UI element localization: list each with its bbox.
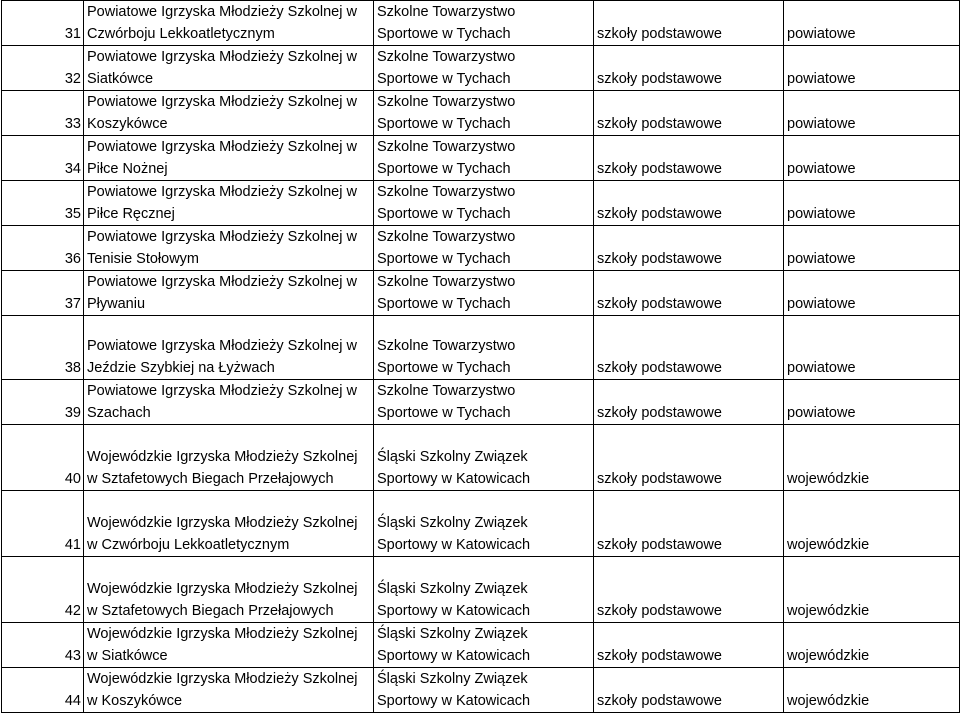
competitions-table <box>1 0 960 713</box>
scope-cell <box>784 91 960 136</box>
competition-name-line2: Siatkówce <box>87 71 154 87</box>
organizer-cell <box>374 136 594 181</box>
row-number: 34 <box>64 161 81 177</box>
scope-cell <box>784 380 960 425</box>
row-number-cell <box>2 46 84 91</box>
competition-name-line2: Pływaniu <box>87 296 146 312</box>
row-number: 35 <box>64 206 81 222</box>
row-number-cell <box>2 623 84 668</box>
competition-scope: powiatowe <box>787 360 856 376</box>
organizer-line1: Śląski Szkolny Związek <box>377 581 528 597</box>
competition-name-line1: Powiatowe Igrzyska Młodzieży Szkolnej w <box>87 274 357 290</box>
competition-name-line2: Piłce Nożnej <box>87 161 168 177</box>
competition-name-cell <box>84 380 374 425</box>
competition-name-cell <box>84 1 374 46</box>
organizer-cell <box>374 226 594 271</box>
organizer-line2: Sportowe w Tychach <box>377 405 511 421</box>
scope-cell <box>784 226 960 271</box>
competition-scope: wojewódzkie <box>787 648 870 664</box>
organizer-line1: Śląski Szkolny Związek <box>377 626 528 642</box>
competition-name-line1: Powiatowe Igrzyska Młodzieży Szkolnej w <box>87 338 357 354</box>
competition-scope: powiatowe <box>787 161 856 177</box>
row-number-cell <box>2 136 84 181</box>
competition-name-cell <box>84 623 374 668</box>
competition-name-cell <box>84 46 374 91</box>
competition-name-line1: Wojewódzkie Igrzyska Młodzieży Szkolnej <box>87 581 358 597</box>
row-number: 39 <box>64 405 81 421</box>
scope-cell <box>784 557 960 623</box>
table-row <box>2 316 960 380</box>
competition-name-line1: Powiatowe Igrzyska Młodzieży Szkolnej w <box>87 139 357 155</box>
organizer-line1: Szkolne Towarzystwo <box>377 139 516 155</box>
organizer-line1: Szkolne Towarzystwo <box>377 49 516 65</box>
competition-name-line2: w Siatkówce <box>87 648 168 664</box>
organizer-line2: Sportowy w Katowicach <box>377 648 531 664</box>
competition-scope: powiatowe <box>787 71 856 87</box>
organizer-line1: Szkolne Towarzystwo <box>377 383 516 399</box>
scope-cell <box>784 271 960 316</box>
competition-name-line1: Powiatowe Igrzyska Młodzieży Szkolnej w <box>87 229 357 245</box>
table-row <box>2 271 960 316</box>
row-number-cell <box>2 425 84 491</box>
organizer-line1: Szkolne Towarzystwo <box>377 94 516 110</box>
row-number-cell <box>2 271 84 316</box>
row-number-cell <box>2 491 84 557</box>
competition-name-cell <box>84 91 374 136</box>
competition-scope: powiatowe <box>787 116 856 132</box>
organizer-line2: Sportowy w Katowicach <box>377 693 531 709</box>
organizer-cell <box>374 46 594 91</box>
row-number-cell <box>2 316 84 380</box>
school-level: szkoły podstawowe <box>597 296 722 312</box>
table-row <box>2 181 960 226</box>
competition-name-line2: Koszykówce <box>87 116 168 132</box>
organizer-line2: Sportowe w Tychach <box>377 206 511 222</box>
competition-name-line2: w Koszykówce <box>87 693 183 709</box>
competition-name-cell <box>84 668 374 713</box>
competition-name-line2: Piłce Ręcznej <box>87 206 175 222</box>
competition-name-line2: Szachach <box>87 405 151 421</box>
competition-scope: wojewódzkie <box>787 603 870 619</box>
row-number-cell <box>2 380 84 425</box>
row-number: 40 <box>64 471 81 487</box>
school-level-cell <box>594 271 784 316</box>
competition-name-cell <box>84 271 374 316</box>
school-level: szkoły podstawowe <box>597 26 722 42</box>
school-level: szkoły podstawowe <box>597 206 722 222</box>
organizer-line1: Szkolne Towarzystwo <box>377 184 516 200</box>
competition-name-line1: Powiatowe Igrzyska Młodzieży Szkolnej w <box>87 49 357 65</box>
organizer-line1: Szkolne Towarzystwo <box>377 4 516 20</box>
competition-name-cell <box>84 136 374 181</box>
table-row <box>2 623 960 668</box>
school-level-cell <box>594 46 784 91</box>
organizer-cell <box>374 91 594 136</box>
school-level-cell <box>594 623 784 668</box>
organizer-line2: Sportowe w Tychach <box>377 161 511 177</box>
competition-name-line2: Jeździe Szybkiej na Łyżwach <box>87 360 275 376</box>
school-level-cell <box>594 136 784 181</box>
table-body <box>2 1 960 713</box>
scope-cell <box>784 623 960 668</box>
competition-scope: powiatowe <box>787 26 856 42</box>
competition-name-line1: Powiatowe Igrzyska Młodzieży Szkolnej w <box>87 383 357 399</box>
row-number-cell <box>2 557 84 623</box>
school-level-cell <box>594 380 784 425</box>
competition-name-line2: w Sztafetowych Biegach Przełajowych <box>87 471 334 487</box>
table-row <box>2 91 960 136</box>
organizer-cell <box>374 1 594 46</box>
school-level-cell <box>594 491 784 557</box>
organizer-cell <box>374 425 594 491</box>
competition-name-line1: Wojewódzkie Igrzyska Młodzieży Szkolnej <box>87 671 358 687</box>
table-row <box>2 46 960 91</box>
competition-name-cell <box>84 557 374 623</box>
competition-scope: powiatowe <box>787 405 856 421</box>
table-row <box>2 226 960 271</box>
row-number: 38 <box>64 360 81 376</box>
organizer-line2: Sportowe w Tychach <box>377 116 511 132</box>
competition-name-line1: Wojewódzkie Igrzyska Młodzieży Szkolnej <box>87 626 358 642</box>
school-level: szkoły podstawowe <box>597 693 722 709</box>
organizer-cell <box>374 557 594 623</box>
table-row <box>2 557 960 623</box>
competition-name-line1: Powiatowe Igrzyska Młodzieży Szkolnej w <box>87 94 357 110</box>
organizer-line1: Śląski Szkolny Związek <box>377 449 528 465</box>
school-level: szkoły podstawowe <box>597 71 722 87</box>
scope-cell <box>784 668 960 713</box>
competition-scope: wojewódzkie <box>787 537 870 553</box>
competition-name-line1: Wojewódzkie Igrzyska Młodzieży Szkolnej <box>87 449 358 465</box>
competition-name-line2: Czwórboju Lekkoatletycznym <box>87 26 275 42</box>
competition-name-line1: Wojewódzkie Igrzyska Młodzieży Szkolnej <box>87 515 358 531</box>
competition-name-line2: w Sztafetowych Biegach Przełajowych <box>87 603 334 619</box>
school-level: szkoły podstawowe <box>597 603 722 619</box>
row-number-cell <box>2 1 84 46</box>
table-row <box>2 668 960 713</box>
school-level: szkoły podstawowe <box>597 471 722 487</box>
organizer-cell <box>374 380 594 425</box>
organizer-cell <box>374 181 594 226</box>
competition-scope: powiatowe <box>787 251 856 267</box>
competition-scope: powiatowe <box>787 206 856 222</box>
organizer-line2: Sportowe w Tychach <box>377 360 511 376</box>
organizer-cell <box>374 668 594 713</box>
table-row <box>2 491 960 557</box>
scope-cell <box>784 491 960 557</box>
competition-scope: wojewódzkie <box>787 471 870 487</box>
row-number: 43 <box>64 648 81 664</box>
row-number: 33 <box>64 116 81 132</box>
competition-name-cell <box>84 316 374 380</box>
row-number: 31 <box>64 26 81 42</box>
organizer-cell <box>374 316 594 380</box>
row-number: 41 <box>64 537 81 553</box>
organizer-cell <box>374 491 594 557</box>
school-level: szkoły podstawowe <box>597 161 722 177</box>
table-row <box>2 380 960 425</box>
competition-name-line1: Powiatowe Igrzyska Młodzieży Szkolnej w <box>87 184 357 200</box>
organizer-cell <box>374 271 594 316</box>
competition-name-cell <box>84 181 374 226</box>
competition-scope: powiatowe <box>787 296 856 312</box>
organizer-line2: Sportowe w Tychach <box>377 71 511 87</box>
competition-name-cell <box>84 226 374 271</box>
school-level: szkoły podstawowe <box>597 116 722 132</box>
organizer-cell <box>374 623 594 668</box>
competition-name-line2: w Czwórboju Lekkoatletycznym <box>87 537 290 553</box>
table-row <box>2 1 960 46</box>
school-level: szkoły podstawowe <box>597 251 722 267</box>
scope-cell <box>784 425 960 491</box>
school-level: szkoły podstawowe <box>597 648 722 664</box>
row-number: 44 <box>64 693 81 709</box>
school-level-cell <box>594 425 784 491</box>
school-level: szkoły podstawowe <box>597 537 722 553</box>
organizer-line2: Sportowe w Tychach <box>377 26 511 42</box>
school-level: szkoły podstawowe <box>597 360 722 376</box>
organizer-line1: Śląski Szkolny Związek <box>377 515 528 531</box>
school-level-cell <box>594 316 784 380</box>
competition-scope: wojewódzkie <box>787 693 870 709</box>
row-number: 42 <box>64 603 81 619</box>
organizer-line2: Sportowe w Tychach <box>377 296 511 312</box>
competition-name-line1: Powiatowe Igrzyska Młodzieży Szkolnej w <box>87 4 357 20</box>
row-number-cell <box>2 181 84 226</box>
organizer-line1: Szkolne Towarzystwo <box>377 338 516 354</box>
organizer-line1: Śląski Szkolny Związek <box>377 671 528 687</box>
organizer-line2: Sportowe w Tychach <box>377 251 511 267</box>
school-level: szkoły podstawowe <box>597 405 722 421</box>
row-number: 36 <box>64 251 81 267</box>
competition-name-cell <box>84 425 374 491</box>
school-level-cell <box>594 226 784 271</box>
row-number-cell <box>2 668 84 713</box>
row-number: 32 <box>64 71 81 87</box>
organizer-line1: Szkolne Towarzystwo <box>377 274 516 290</box>
school-level-cell <box>594 668 784 713</box>
organizer-line2: Sportowy w Katowicach <box>377 537 531 553</box>
school-level-cell <box>594 1 784 46</box>
scope-cell <box>784 46 960 91</box>
scope-cell <box>784 316 960 380</box>
scope-cell <box>784 1 960 46</box>
scope-cell <box>784 136 960 181</box>
organizer-line1: Szkolne Towarzystwo <box>377 229 516 245</box>
school-level-cell <box>594 557 784 623</box>
competition-name-cell <box>84 491 374 557</box>
organizer-line2: Sportowy w Katowicach <box>377 471 531 487</box>
school-level-cell <box>594 91 784 136</box>
table-row <box>2 136 960 181</box>
school-level-cell <box>594 181 784 226</box>
table-row <box>2 425 960 491</box>
row-number: 37 <box>64 296 81 312</box>
row-number-cell <box>2 226 84 271</box>
row-number-cell <box>2 91 84 136</box>
competition-name-line2: Tenisie Stołowym <box>87 251 200 267</box>
organizer-line2: Sportowy w Katowicach <box>377 603 531 619</box>
scope-cell <box>784 181 960 226</box>
